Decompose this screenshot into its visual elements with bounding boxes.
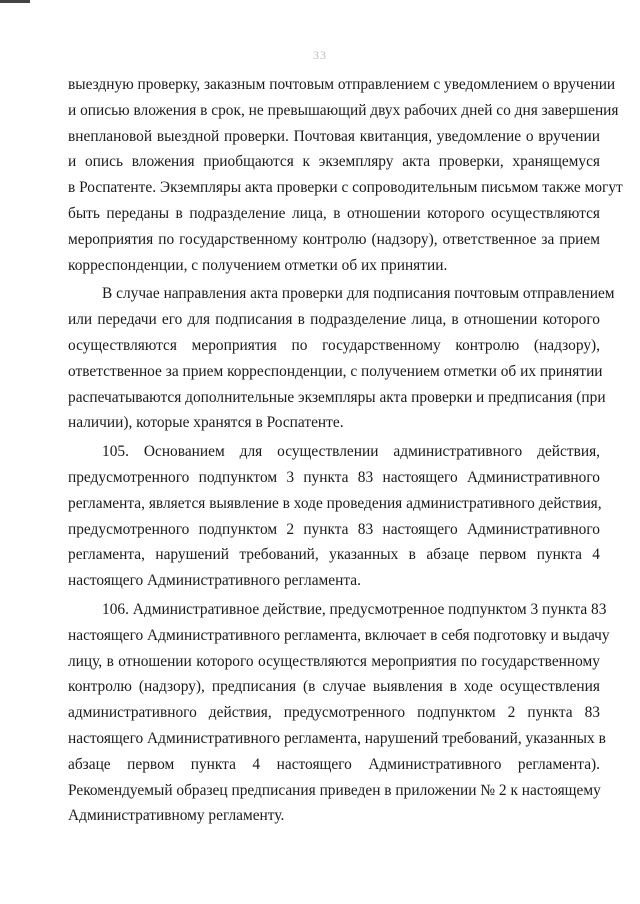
text-line: лицу, в отношении которого осуществляются мероприятия по государственному bbox=[68, 652, 600, 670]
text-line: 105. Основанием для осуществлении административного действия, bbox=[102, 443, 600, 461]
text-line: мероприятия по государственному контролю (надзору), ответственное за прием bbox=[68, 230, 600, 248]
paragraph bbox=[68, 439, 600, 594]
text-line: административного действия, предусмотренного подпунктом 2 пункта 83 bbox=[68, 704, 600, 722]
text-line: настоящего Административного регламента, включает в себя подготовку и выдачу bbox=[68, 626, 610, 644]
text-line: выездную проверку, заказным почтовым отправлением с уведомлением о вручении bbox=[68, 76, 616, 93]
text-line: абзаце первом пункта 4 настоящего Административного регламента). bbox=[68, 755, 600, 773]
text-line: настоящего Административного регламента. bbox=[68, 572, 361, 590]
text-line: контролю (надзору), предписания (в случае выявления в ходе осуществления bbox=[68, 678, 600, 696]
scan-edge-mark bbox=[0, 0, 30, 3]
text-line: и описью вложения в срок, не превышающий двух рабочих дней со дня завершения bbox=[68, 101, 619, 119]
text-line: или передачи его для подписания в подразделение лица, в отношении которого bbox=[68, 311, 600, 329]
text-line: предусмотренного подпунктом 2 пункта 83 настоящего Административного bbox=[68, 520, 600, 538]
paragraph bbox=[68, 72, 623, 278]
text-line: регламента, нарушений требований, указанных в абзаце первом пункта 4 bbox=[68, 546, 600, 564]
text-line: предусмотренного подпунктом 3 пункта 83 настоящего Административного bbox=[68, 468, 600, 486]
text-line: Административному регламенту. bbox=[68, 807, 285, 825]
text-line: регламента, является выявление в ходе проведения административного действия, bbox=[68, 494, 602, 512]
text-line: быть переданы в подразделение лица, в отношении которого осуществляются bbox=[68, 204, 600, 222]
text-line: корреспонденции, с получением отметки об их принятии. bbox=[68, 256, 448, 274]
text-line: настоящего Административного регламента, нарушений требований, указанных в bbox=[68, 729, 606, 747]
page-number: 33 bbox=[313, 48, 327, 62]
paragraph bbox=[68, 597, 610, 829]
text-line: и опись вложения приобщаются к экземпляру акта проверки, хранящемуся bbox=[68, 153, 600, 171]
text-line: 106. Административное действие, предусмотренное подпунктом 3 пункта 83 bbox=[102, 600, 607, 618]
text-line: ответственное за прием корреспонденции, с получением отметки об их принятии bbox=[68, 362, 603, 380]
text-line: в Роспатенте. Экземпляры акта проверки с сопроводительным письмом также могут bbox=[68, 179, 623, 197]
text-line: В случае направления акта проверки для подписания почтовым отправлением bbox=[102, 285, 615, 303]
text-line: внеплановой выездной проверки. Почтовая квитанция, уведомление о вручении bbox=[68, 127, 600, 145]
paragraph bbox=[68, 281, 615, 436]
text-line: распечатываются дополнительные экземпляры акта проверки и предписания (при bbox=[68, 388, 606, 406]
text-line: осуществляются мероприятия по государственному контролю (надзору), bbox=[68, 336, 600, 354]
document-body bbox=[68, 72, 623, 829]
text-line: наличии), которые хранятся в Роспатенте. bbox=[68, 414, 344, 432]
text-line: Рекомендуемый образец предписания приведен в приложении № 2 к настоящему bbox=[68, 781, 601, 799]
